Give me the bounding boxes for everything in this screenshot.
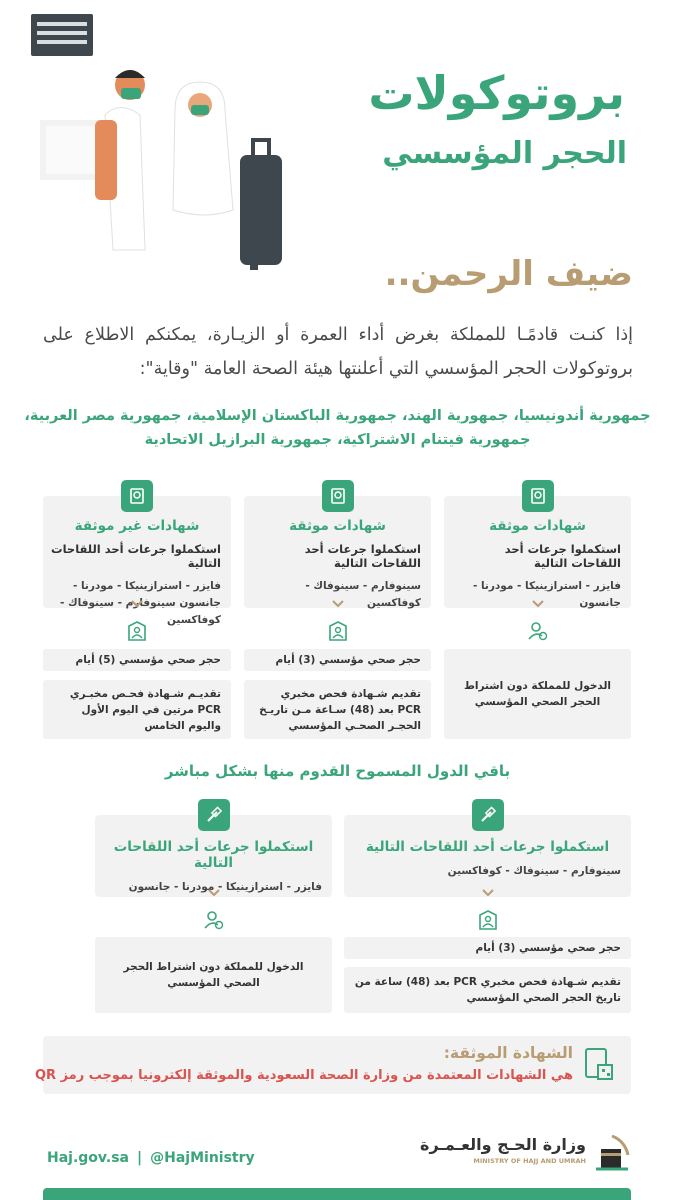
- entry-without-quarantine: الدخول للمملكة دون اشتراط الحجر الصحي المؤسسي: [95, 937, 332, 1013]
- card-verified-group1-a: [444, 496, 631, 608]
- card-title: شهادات موثقة: [289, 518, 386, 534]
- certificate-icon: [522, 480, 554, 512]
- pcr-requirement: تقديم شـهادة فحص مخبري PCR بعد (48) سـاعة مـن تاريـخ الحجـر الصحـي المؤسسي: [244, 680, 431, 739]
- pcr-requirement: تقديم شـهادة فحص مخبري PCR بعد (48) ساعة من تاريخ الحجر الصحي المؤسسي: [344, 967, 631, 1013]
- chevron-down-icon: [332, 600, 344, 608]
- title-line1: بروتوكولات: [368, 66, 625, 120]
- certificate-heading: الشهادة الموثقة:: [443, 1044, 573, 1062]
- footer-separator: |: [137, 1150, 143, 1166]
- kaaba-logo-icon: [592, 1133, 632, 1173]
- entry-without-quarantine: الدخول للمملكة دون اشتراط الحجر الصحي المؤسسي: [444, 649, 631, 739]
- quarantine-3-days: حجر صحي مؤسسي (3) أيام: [344, 937, 631, 959]
- pcr-requirement: تقديـم شـهادة فحـص مخبـري PCR مرتين في اليوم الأول واليوم الخامس: [43, 680, 231, 739]
- person-icon: [478, 910, 498, 930]
- vaccine-icon: [198, 799, 230, 831]
- countries-line1: جمهورية أندونيسيا، جمهورية الهند، جمهورية الباكستان الإسلامية، جمهورية مصر العربية،: [24, 408, 651, 424]
- qr-document-icon: [583, 1047, 615, 1083]
- greeting: ضيف الرحمن..: [384, 254, 633, 294]
- chevron-down-icon: [482, 889, 494, 897]
- person-icon: [127, 621, 147, 641]
- twitter-handle[interactable]: @HajMinistry: [150, 1150, 255, 1166]
- vaccine-list: فايزر - استرازينيكا - مودرنا - جانسون: [128, 881, 322, 893]
- card-group2-right: [344, 815, 631, 897]
- pilgrims-illustration: [85, 60, 305, 270]
- card-subtitle: استكملوا جرعات أحد اللقاحات التالية: [504, 542, 621, 570]
- card-title: شهادات غير موثقة: [74, 518, 200, 534]
- chevron-down-icon: [208, 889, 220, 897]
- vaccine-list: سينوفارم - سينوفاك - كوفاكسين: [447, 865, 621, 877]
- person-check-icon: [528, 621, 548, 641]
- vaccine-list: فايزر - استرازينيكا - مودرنا - جانسون: [472, 580, 621, 609]
- countries-list: [12, 404, 663, 452]
- card-verified-group1-b: [244, 496, 431, 608]
- vaccine-list: فايزر - استرازينيكا - مودرنا - جانسون سينوفارم - سينوفاك - كوفاكسين: [60, 580, 221, 626]
- certificate-description: هي الشهادات المعتمدة من وزارة الصحة السعودية والموثقة إلكترونيا بموجب رمز QR: [35, 1068, 573, 1083]
- countries-line2: جمهورية فيتنام الاشتراكية، جمهورية البرازيل الاتحادية: [144, 432, 531, 448]
- vaccine-list: سينوفارم - سينوفاك - كوفاكسين: [305, 580, 421, 609]
- ministry-name-ar: وزارة الحـج والعـمـرة: [420, 1135, 586, 1154]
- certificate-definition: [35, 1036, 631, 1094]
- chevron-down-icon: [131, 600, 143, 608]
- card-subtitle: استكملوا جرعات أحد اللقاحات التالية: [51, 542, 221, 570]
- other-countries-heading: باقي الدول المسموح القدوم منها بشكل مباشر: [164, 762, 511, 780]
- person-icon: [328, 621, 348, 641]
- certificate-icon: [121, 480, 153, 512]
- ministry-name-en: MINISTRY OF HAJJ AND UMRAH: [473, 1157, 586, 1165]
- card-group2-left: [95, 815, 332, 897]
- card-subtitle: استكملوا جرعات أحد اللقاحات التالية: [304, 542, 421, 570]
- person-check-icon: [204, 910, 224, 930]
- chevron-down-icon: [532, 600, 544, 608]
- quarantine-3-days: حجر صحي مؤسسي (3) أيام: [244, 649, 431, 671]
- vaccine-icon: [472, 799, 504, 831]
- ministry-logo: [420, 1133, 632, 1173]
- footer-links: [43, 1150, 259, 1166]
- quarantine-5-days: حجر صحي مؤسسي (5) أيام: [43, 649, 231, 671]
- hero-illustration: [0, 0, 675, 290]
- footer-bar: [43, 1188, 631, 1200]
- card-unverified-group1: [43, 496, 231, 626]
- card-title: شهادات موثقة: [489, 518, 586, 534]
- title-line2: الحجر المؤسسي: [382, 136, 627, 171]
- intro-text: إذا كنـت قادمًـا للمملكة بغرض أداء العمرة أو الزيـارة، يمكنكم الاطلاع على بروتوكولات الحجر المؤسسي التي أعلنتها هيئة الصحة العامة "وقاية":: [43, 325, 633, 379]
- card-title: استكملوا جرعات أحد اللقاحات التالية: [365, 839, 610, 855]
- certificate-icon: [322, 480, 354, 512]
- flight-board-icon: [31, 14, 93, 56]
- website-link[interactable]: Haj.gov.sa: [47, 1150, 130, 1166]
- card-title: استكملوا جرعات أحد اللقاحات التالية: [113, 839, 314, 871]
